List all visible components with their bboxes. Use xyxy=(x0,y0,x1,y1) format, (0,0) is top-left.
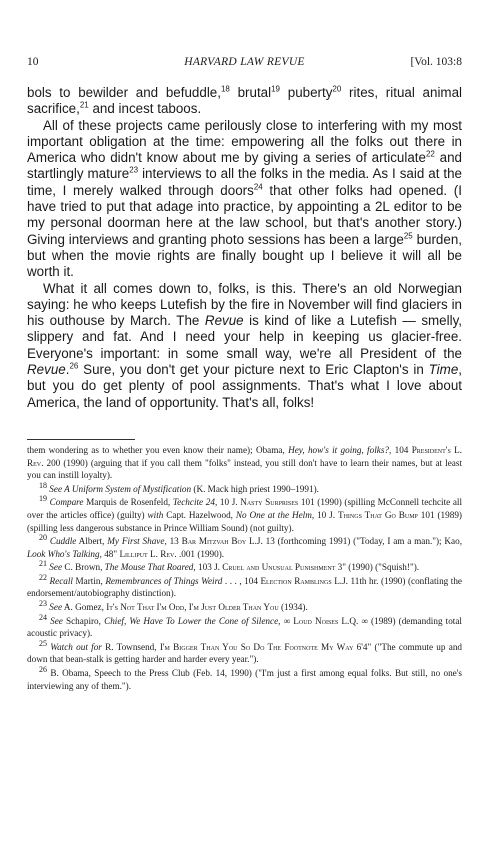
footnote-ref-18[interactable]: 18 xyxy=(220,84,230,94)
footnote-23: $^{23}$ See A. Gomez, It's Not That I'm Odd, I'm Just Older Than You (1934). xyxy=(39,599,308,613)
footnote-26: $^{26}$ B. Obama, Speech to the Press Club (Feb. 14, 1990) ("I'm just a first among equal folks. But still, no one's interviewing any of them."). xyxy=(27,664,462,691)
running-header xyxy=(27,56,462,76)
footnote-ref-24[interactable]: 24 xyxy=(253,182,263,192)
paragraph-3: What it all comes down to, folks, is this. There's an old Norwegian saying: he who keeps Lutefish by the fire in November will find glaciers in his outhouse by March. The Revue is kind of like a Lutefish — smelly, slippery and fat. And I need your help in keeping us glacier-free. Everyone's important: in some small way, we're all President of the Revue.$^{26}$ Sure, you don't get your picture next to Eric Clapton's in Time, but you do get plenty of pool assignments. That's what I love about America, the land of opportunity. That's all, folks! xyxy=(27,280,462,410)
footnote-ref-21[interactable]: 21 xyxy=(79,100,89,110)
main-text xyxy=(27,85,462,411)
paragraph-1: bols to bewilder and befuddle,$^{18}$ brutal$^{19}$ puberty$^{20}$ rites, ritual animal sacrifice,$^{21}$ and incest taboos. xyxy=(27,84,463,117)
footnote-continued: them wondering as to whether you even know their name); Obama, Hey, how's it going, folks?, 104 President's L. Rev. 200 (1990) (arguing that if you call them "folks" instead, you still don't have to learn their names, but at least you can instill loyalty). xyxy=(27,444,462,481)
footnote-divider xyxy=(27,439,135,440)
footnote-25: $^{25}$ Watch out for R. Townsend, I'm Bigger Than You So Do The Footnote My Way 6'4" ("The commute up and down that bean-stalk is getting harder and harder every year."). xyxy=(27,638,463,665)
footnote-24: $^{24}$ See Schapiro, Chief, We Have To Lower the Cone of Silence, ∞ Loud Noises L.Q. ∞ (1989) (demanding total acoustic privacy). xyxy=(27,612,462,639)
footnote-21: $^{21}$ See C. Brown, The Mouse That Roared, 103 J. Cruel and Unusual Punishment 3" (1990) ("Squish!"). xyxy=(39,559,420,573)
footnote-20: $^{20}$ Cuddle Albert, My First Shave, 13 Bar Mitzvah Boy L.J. 13 (forthcoming 1991) ("Today, I am a man."); Kao, Look Who's Talking, 48" Lilliput L. Rev. .001 (1990). xyxy=(27,533,463,559)
footnote-ref-20[interactable]: 20 xyxy=(332,84,342,94)
paragraph-2: All of these projects came perilously close to interfering with my most important obligation at the time: empowering all the folks out there in America who didn't know about me by giving a series of articulate$^{22}$ and startlingly mature$^{23}$ interviews to all the folks in the media. As I said at the time, I merely walked through doors$^{24}$ that other folks had opened. (I have tried to put that adage into practice, by appointing a 2L editor to be my personal doorman here at the law school, but that's another story.) Giving interviews and granting photo sessions has been a large$^{25}$ burden, but when the movie rights are finally bought up I believe it will all be worth it. xyxy=(27,117,462,280)
journal-page xyxy=(0,56,500,854)
footnote-ref-25[interactable]: 25 xyxy=(403,231,413,241)
footnote-18: $^{18}$ See A Uniform System of Mystification (K. Mack high priest 1990–1991). xyxy=(39,480,319,494)
journal-title: HARVARD LAW REVUE xyxy=(184,56,305,68)
footnote-19: $^{19}$ Compare Marquis de Rosenfeld, Techcite 24, 10 J. Nasty Surprises 101 (1990) (spilling McConnell techcite all over the articles office) (guilty) with Capt. Hazelwood, No One at the Helm, 10 J. Things That Go Bump 101 (1989) (spilling less dangerous substance in Prince William Sound) (not guilty). xyxy=(27,494,463,533)
footnote-ref-22[interactable]: 22 xyxy=(425,149,435,159)
volume-citation: [Vol. 103:8 xyxy=(410,56,462,68)
page-number: 10 xyxy=(27,56,39,68)
footnote-ref-26[interactable]: 26 xyxy=(69,361,79,371)
footnote-ref-23[interactable]: 23 xyxy=(129,166,139,176)
footnotes xyxy=(27,444,462,692)
footnote-ref-19[interactable]: 19 xyxy=(271,84,281,94)
footnote-22: $^{22}$ Recall Martin, Remembrances of Things Weird . . . , 104 Election Ramblings L.J. 11th hr. (1990) (conflating the endorsement/autobiography distinction). xyxy=(27,572,462,599)
